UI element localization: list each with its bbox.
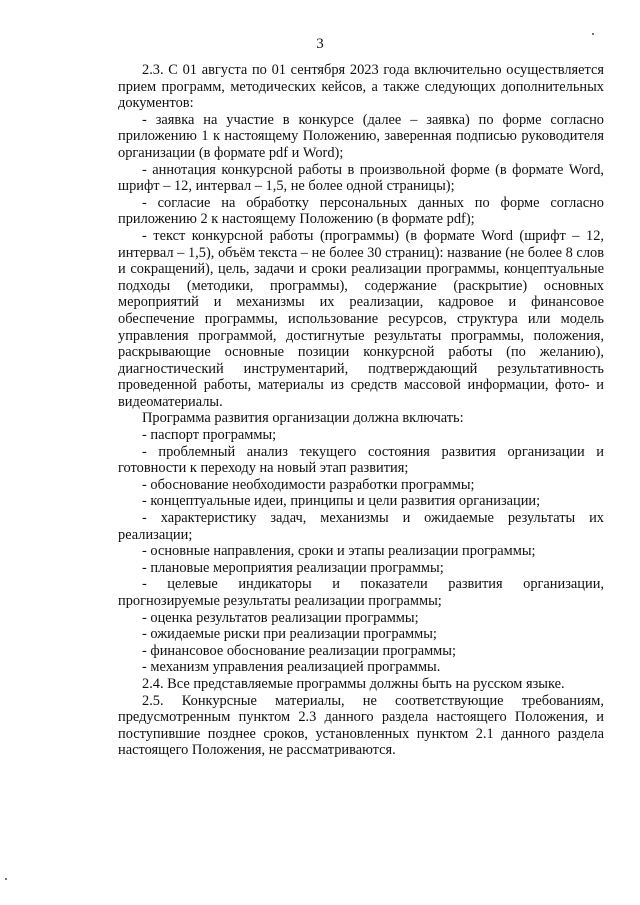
list-item: - концептуальные идеи, принципы и цели развития организации; <box>142 493 541 510</box>
list-item: - паспорт программы; <box>142 427 277 444</box>
document-body <box>118 62 604 759</box>
list-item-application: - заявка на участие в конкурсе (далее – заявка) по форме согласно приложению 1 к настоящему Положению, заверенная подписью руководителя организации (в формате pdf и Word); <box>118 111 604 161</box>
list-item: - характеристику задач, механизмы и ожидаемые результаты их реализации; <box>118 510 604 543</box>
scan-speck <box>592 33 594 35</box>
list-item: - целевые индикаторы и показатели развития организации, прогнозируемые результаты реализации программы; <box>118 576 604 609</box>
list-item: - финансовое обоснование реализации программы; <box>142 642 456 659</box>
page-number: 3 <box>316 36 324 52</box>
paragraph-2-3: 2.3. С 01 августа по 01 сентября 2023 года включительно осуществляется прием программ, методических кейсов, а также следующих дополнительных документов: <box>118 62 604 112</box>
paragraph-2-4: 2.4. Все представляемые программы должны быть на русском языке. <box>142 675 565 692</box>
list-item-work-text: - текст конкурсной работы (программы) (в формате Word (шрифт – 12, интервал – 1,5), объём текста – не более 30 страниц): название (не более 8 слов и сокращений), цель, задачи и сроки реализации программы, концептуальные подходы (методики, программы), содержание (раскрытие) основных мероприятий и механизмы их реализации, кадровое и финансовое обеспечение программы, использование ресурсов, структура или модель управления программой, достигнутые результаты программы, положения, раскрывающие основные позиции конкурсной работы (по желанию), диагностический инструментарий, подтверждающий результативность проведенной работы, материалы из средств массовой информации, фото- и видеоматериалы. <box>118 227 604 410</box>
list-item: - обоснование необходимости разработки программы; <box>142 476 475 493</box>
list-item: - основные направления, сроки и этапы реализации программы; <box>142 543 536 560</box>
list-item-annotation: - аннотация конкурсной работы в произвольной форме (в формате Word, шрифт – 12, интервал – 1,5, не более одной страницы); <box>118 161 604 195</box>
list-item: - оценка результатов реализации программы; <box>142 609 419 626</box>
list-item: - проблемный анализ текущего состояния развития организации и готовности к переходу на новый этап развития; <box>118 443 604 477</box>
scan-speck <box>5 878 7 880</box>
list-item: - механизм управления реализацией программы. <box>142 659 441 676</box>
paragraph-2-5: 2.5. Конкурсные материалы, не соответствующие требованиям, предусмотренным пунктом 2.3 данного раздела настоящего Положения, и поступившие позднее сроков, установленных пунктом 2.1 данного раздела настоящего Положения, не рассматриваются. <box>118 692 604 759</box>
list-item-consent: - согласие на обработку персональных данных по форме согласно приложению 2 к настоящему Положению (в формате pdf); <box>118 194 604 228</box>
paragraph-program-includes: Программа развития организации должна включать: <box>142 410 464 427</box>
list-item: - плановые мероприятия реализации программы; <box>142 559 444 576</box>
list-item: - ожидаемые риски при реализации программы; <box>142 626 437 643</box>
